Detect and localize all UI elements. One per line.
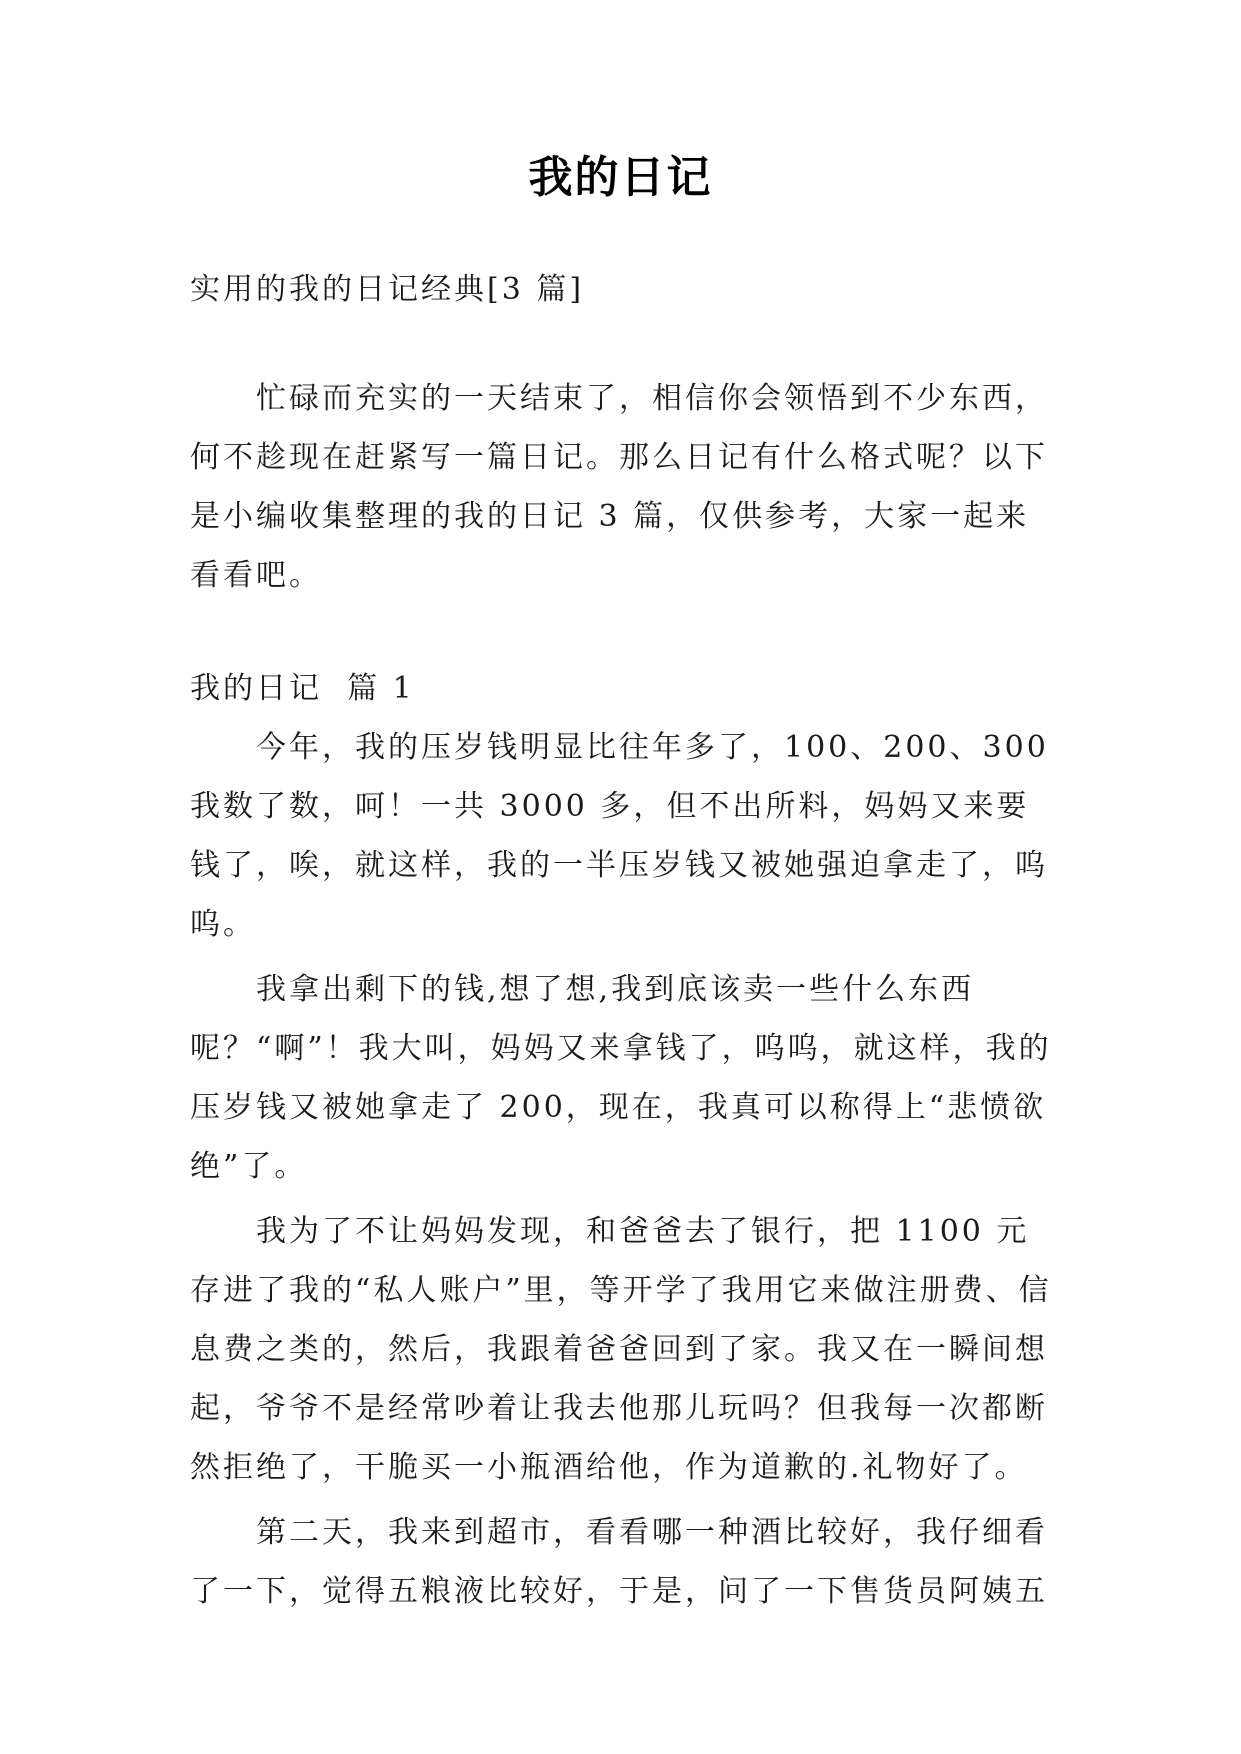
document-title: 我的日记 — [528, 152, 713, 203]
section-heading: 我的日记 篇 1 — [190, 671, 415, 706]
document-subtitle: 实用的我的日记经典[3 篇] — [190, 272, 585, 307]
body-paragraph: 我拿出剩下的钱,想了想,我到底该卖一些什么东西呢？“啊”！我大叫，妈妈又来拿钱了，呜呜，就这样，我的压岁钱又被她拿走了 200，现在，我真可以称得上“悲愤欲绝”了。 — [190, 972, 1052, 1184]
body-paragraph: 我为了不让妈妈发现，和爸爸去了银行，把 1100 元存进了我的“私人账户”里，等开学了我用它来做注册费、信息费之类的，然后，我跟着爸爸回到了家。我又在一瞬间想起，爷爷不是经常吵着让我去他那儿玩吗？但我每一次都断然拒绝了，干脆买一小瓶酒给他，作为道歉的.礼物好了。 — [190, 1214, 1052, 1485]
spacer — [190, 319, 1060, 369]
body-paragraph: 第二天，我来到超市，看看哪一种酒比较好，我仔细看了一下，觉得五粮液比较好，于是，问了一下售货员阿姨五 — [190, 1515, 1048, 1609]
document-body — [190, 260, 1060, 1621]
spacer — [190, 605, 1060, 659]
body-paragraph: 今年，我的压岁钱明显比往年多了，100、200、300 我数了数，呵！一共 3000 多，但不出所料，妈妈又来要钱了，唉，就这样，我的一半压岁钱又被她强迫拿走了，呜呜。 — [190, 730, 1049, 942]
intro-paragraph: 忙碌而充实的一天结束了，相信你会领悟到不少东西，何不趁现在赶紧写一篇日记。那么日记有什么格式呢？以下是小编收集整理的我的日记 3 篇，仅供参考，大家一起来看看吧。 — [190, 381, 1048, 593]
